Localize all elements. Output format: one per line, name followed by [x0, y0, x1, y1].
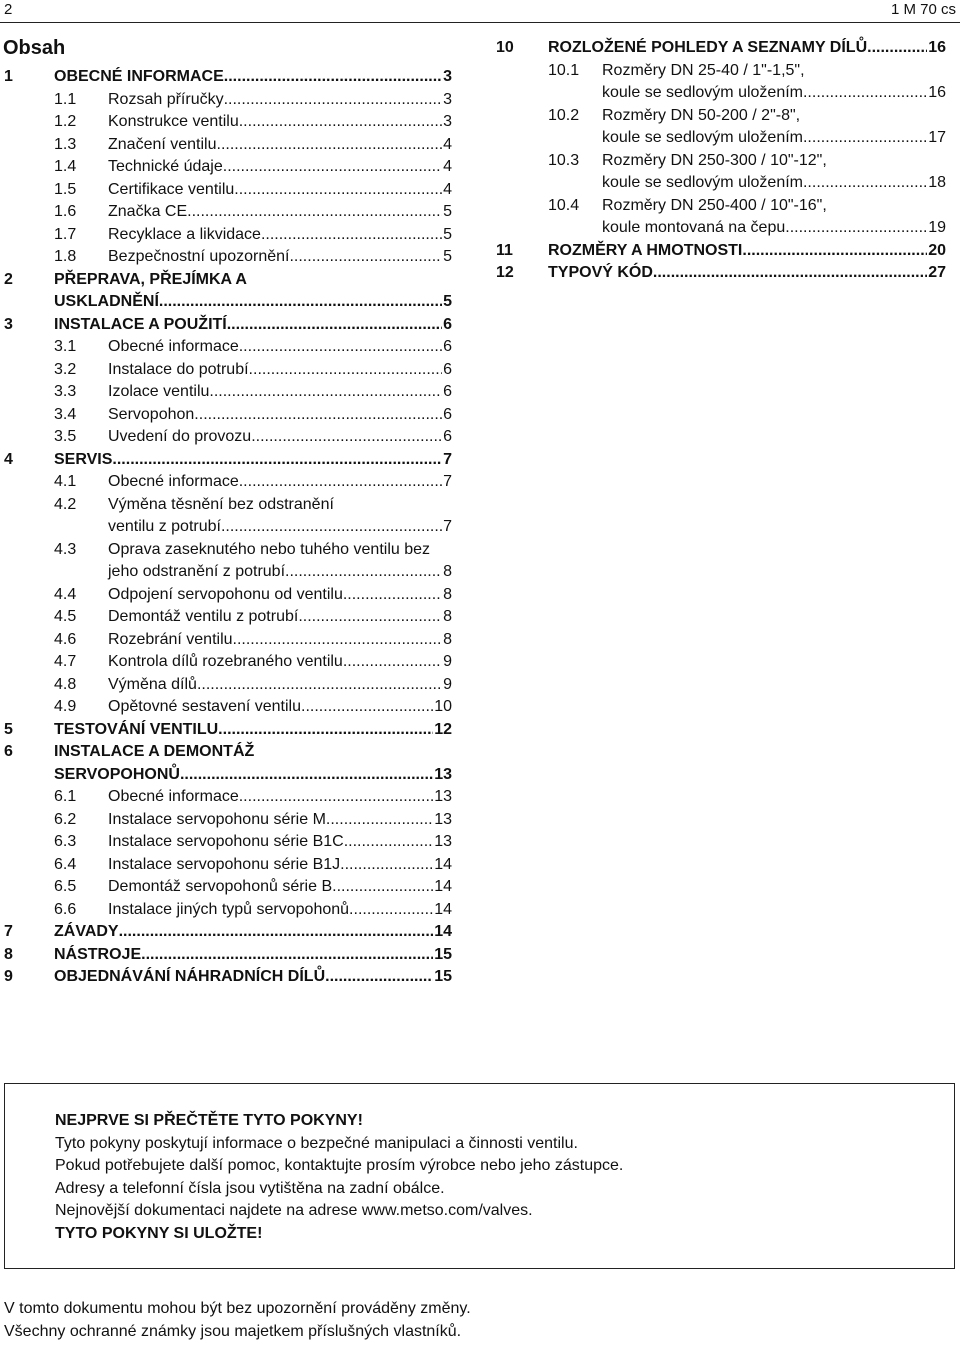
- toc-dot-leader: [233, 629, 443, 652]
- toc-title: Obsah: [3, 37, 66, 59]
- toc-entry-title: Instalace servopohonu série B1C: [108, 833, 344, 850]
- toc-dot-leader: [187, 201, 442, 224]
- toc-entry[interactable]: [4, 921, 452, 944]
- toc-dot-leader: [785, 217, 927, 240]
- toc-entry[interactable]: [4, 494, 452, 539]
- toc-entry[interactable]: [4, 66, 452, 89]
- toc-entry-number: 5: [4, 720, 13, 738]
- toc-entry-title: ventilu z potrubí: [108, 518, 221, 535]
- toc-entry-title: Servopohon: [108, 405, 195, 423]
- toc-entry-number: 10.2: [548, 106, 580, 124]
- toc-entry-page: 8: [443, 563, 452, 580]
- toc-entry-number: 10.4: [548, 196, 580, 214]
- toc-dot-leader: [239, 336, 442, 359]
- toc-dot-leader: [343, 651, 442, 674]
- toc-entry-page: 5: [443, 248, 452, 265]
- toc-entry[interactable]: [4, 471, 452, 494]
- toc-entry-number: 4.9: [54, 698, 77, 715]
- toc-entry-title: Výměna dílů: [108, 675, 197, 693]
- notice-closing: TYTO POKYNY SI ULOŽTE!: [55, 1224, 263, 1242]
- toc-dot-leader: [249, 359, 443, 382]
- toc-entry-page: 6: [443, 428, 452, 445]
- toc-entry-page: 16: [928, 84, 946, 101]
- toc-entry[interactable]: [4, 336, 452, 359]
- toc-entry-title: Konstrukce ventilu: [108, 113, 239, 130]
- toc-entry[interactable]: [4, 359, 452, 382]
- toc-entry-title: koule se sedlovým uložením: [602, 129, 803, 146]
- toc-entry-title: Značení ventilu: [108, 135, 217, 153]
- toc-entry-number: 4.6: [54, 630, 77, 648]
- toc-dot-leader: [194, 404, 442, 427]
- toc-entry-number: 2: [4, 270, 13, 288]
- toc-dot-leader: [227, 314, 442, 337]
- toc-entry[interactable]: [4, 539, 452, 584]
- toc-entry-number: 6.1: [54, 788, 77, 805]
- toc-entry-page: 20: [928, 241, 946, 259]
- toc-dot-leader: [803, 127, 927, 150]
- toc-entry-page: 6: [443, 338, 452, 355]
- toc-left-column: [4, 66, 452, 989]
- page-header: [0, 0, 960, 26]
- toc-entry-title: OBJEDNÁVÁNÍ NÁHRADNÍCH DÍLŮ: [54, 968, 326, 985]
- toc-entry[interactable]: [4, 899, 452, 922]
- toc-entry-page: 14: [434, 855, 452, 873]
- toc-entry[interactable]: [4, 156, 452, 179]
- toc-entry-title: Rozměry DN 250-400 / 10"-16",: [602, 196, 827, 214]
- toc-dot-leader: [239, 786, 433, 809]
- notice-line: Adresy a telefonní čísla jsou vytištěna na zadní obálce.: [55, 1179, 445, 1197]
- toc-entry[interactable]: [4, 741, 452, 786]
- toc-entry[interactable]: [4, 179, 452, 202]
- toc-dot-leader: [239, 471, 442, 494]
- notice-heading: NEJPRVE SI PŘEČTĚTE TYTO POKYNY!: [55, 1112, 363, 1129]
- toc-entry-title: SERVOPOHONŮ: [54, 765, 180, 783]
- toc-entry-title: Kontrola dílů rozebraného ventilu: [108, 653, 343, 670]
- toc-entry[interactable]: [4, 696, 452, 719]
- toc-dot-leader: [224, 89, 443, 112]
- toc-dot-leader: [119, 921, 434, 944]
- toc-entry-title: Rozměry DN 250-300 / 10"-12",: [602, 151, 827, 169]
- toc-entry-title: Uvedení do provozu: [108, 428, 252, 445]
- toc-entry-number: 12: [496, 264, 514, 281]
- toc-dot-leader: [301, 696, 433, 719]
- toc-entry-page: 15: [434, 968, 452, 985]
- toc-entry-number: 8: [4, 945, 13, 963]
- toc-entry-page: 14: [434, 900, 452, 918]
- toc-dot-leader: [234, 179, 442, 202]
- toc-dot-leader: [239, 111, 442, 134]
- toc-entry-title: koule se sedlovým uložením: [602, 84, 803, 101]
- toc-entry[interactable]: [496, 105, 946, 150]
- toc-entry-number: 11: [496, 241, 513, 259]
- toc-entry[interactable]: [4, 606, 452, 629]
- toc-entry-number: 1.7: [54, 225, 77, 243]
- toc-entry-page: 6: [443, 315, 452, 333]
- toc-entry-title: Rozsah příručky: [108, 90, 224, 108]
- footer-line: V tomto dokumentu mohou být bez upozornění prováděny změny.: [4, 1300, 471, 1317]
- toc-entry-title: NÁSTROJE: [54, 945, 142, 963]
- toc-entry-title: SERVIS: [54, 450, 113, 468]
- toc-entry-page: 13: [434, 810, 452, 828]
- toc-dot-leader: [221, 516, 442, 539]
- toc-entry[interactable]: [496, 60, 946, 105]
- toc-entry-number: 6.5: [54, 878, 77, 895]
- toc-entry[interactable]: [4, 674, 452, 697]
- toc-entry[interactable]: [4, 269, 452, 314]
- toc-entry-page: 8: [443, 608, 452, 625]
- toc-entry[interactable]: [4, 426, 452, 449]
- toc-entry-title: ROZMĚRY A HMOTNOSTI: [548, 241, 743, 259]
- toc-entry-title: TYPOVÝ KÓD: [548, 264, 653, 281]
- toc-entry-page: 7: [443, 450, 452, 468]
- toc-entry-title: koule montovaná na čepu: [602, 219, 786, 236]
- toc-entry-number: 10.3: [548, 151, 580, 169]
- notice-line: Nejnovější dokumentaci najdete na adrese www.metso.com/valves.: [55, 1202, 533, 1220]
- toc-entry-page: 14: [434, 878, 452, 895]
- toc-entry-number: 4.2: [54, 495, 77, 513]
- toc-entry[interactable]: [4, 854, 452, 877]
- toc-entry-page: 6: [443, 383, 452, 400]
- toc-entry[interactable]: [496, 240, 946, 263]
- toc-entry-title: Demontáž servopohonů série B: [108, 878, 333, 895]
- toc-entry-page: 6: [443, 405, 452, 423]
- toc-dot-leader: [209, 381, 442, 404]
- toc-entry-number: 4.7: [54, 653, 77, 670]
- toc-entry-page: 15: [434, 945, 452, 963]
- toc-entry-title: USKLADNĚNÍ: [54, 293, 159, 310]
- toc-entry[interactable]: [496, 37, 946, 60]
- toc-dot-leader: [112, 449, 442, 472]
- toc-dot-leader: [325, 966, 433, 989]
- toc-entry-title: Výměna těsnění bez odstranění: [108, 495, 334, 513]
- toc-entry-title: jeho odstranění z potrubí: [108, 563, 286, 580]
- toc-dot-leader: [289, 246, 442, 269]
- toc-entry-title: Certifikace ventilu: [108, 180, 235, 198]
- toc-entry[interactable]: [4, 201, 452, 224]
- toc-entry-page: 4: [443, 180, 452, 198]
- toc-dot-leader: [653, 262, 927, 285]
- toc-entry-page: 13: [434, 765, 452, 783]
- toc-entry-number: 1.1: [54, 90, 77, 108]
- toc-entry[interactable]: [4, 89, 452, 112]
- toc-entry-number: 4.5: [54, 608, 77, 625]
- toc-entry-page: 9: [443, 675, 452, 693]
- toc-entry-number: 3.2: [54, 360, 77, 378]
- toc-entry-title: TESTOVÁNÍ VENTILU: [54, 720, 219, 738]
- toc-entry[interactable]: [4, 246, 452, 269]
- toc-entry-title: Obecné informace: [108, 473, 239, 490]
- toc-entry-page: 7: [443, 473, 452, 490]
- toc-dot-leader: [349, 899, 433, 922]
- toc-entry-page: 18: [928, 174, 946, 191]
- toc-entry-title: koule se sedlovým uložením: [602, 174, 803, 191]
- toc-entry-page: 13: [434, 788, 452, 805]
- toc-dot-leader: [251, 426, 442, 449]
- toc-dot-leader: [326, 809, 433, 832]
- toc-entry-title: PŘEPRAVA, PŘEJÍMKA A: [54, 270, 247, 288]
- toc-entry-title: Technické údaje: [108, 158, 223, 175]
- toc-entry[interactable]: [4, 944, 452, 967]
- toc-dot-leader: [261, 224, 442, 247]
- toc-right-column: [496, 37, 946, 285]
- toc-entry-page: 8: [443, 585, 452, 603]
- toc-entry-number: 1.5: [54, 180, 77, 198]
- toc-entry-title: Opětovné sestavení ventilu: [108, 698, 302, 715]
- toc-entry-number: 4: [4, 450, 13, 468]
- toc-entry-title: ROZLOŽENÉ POHLEDY A SEZNAMY DÍLŮ: [548, 39, 868, 56]
- header-rule: [0, 22, 960, 23]
- read-first-notice: [4, 1083, 955, 1269]
- toc-entry-number: 7: [4, 923, 13, 940]
- toc-entry[interactable]: [4, 381, 452, 404]
- toc-entry-number: 4.8: [54, 675, 77, 693]
- toc-entry-number: 6: [4, 743, 13, 760]
- toc-entry-number: 3.3: [54, 383, 77, 400]
- toc-entry[interactable]: [4, 404, 452, 427]
- toc-entry-title: Rozebrání ventilu: [108, 630, 233, 648]
- toc-entry-title: Instalace do potrubí: [108, 360, 249, 378]
- toc-entry[interactable]: [4, 314, 452, 337]
- toc-entry-page: 27: [928, 264, 946, 281]
- toc-entry-page: 5: [443, 225, 452, 243]
- toc-entry[interactable]: [496, 150, 946, 195]
- toc-entry-page: 8: [443, 630, 452, 648]
- toc-dot-leader: [217, 134, 443, 157]
- toc-entry-page: 4: [443, 135, 452, 153]
- toc-entry-number: 10: [496, 39, 514, 56]
- toc-entry[interactable]: [4, 809, 452, 832]
- toc-dot-leader: [197, 674, 442, 697]
- toc-dot-leader: [803, 172, 927, 195]
- toc-entry-title: Bezpečnostní upozornění: [108, 248, 290, 265]
- toc-entry[interactable]: [4, 111, 452, 134]
- toc-entry-number: 10.1: [548, 61, 580, 79]
- toc-entry-title: Obecné informace: [108, 338, 239, 355]
- toc-entry[interactable]: [4, 719, 452, 742]
- toc-entry-number: 3.1: [54, 338, 77, 355]
- toc-dot-leader: [224, 66, 442, 89]
- footer-line: Všechny ochranné známky jsou majetkem příslušných vlastníků.: [4, 1322, 462, 1340]
- toc-entry-title: INSTALACE A DEMONTÁŽ: [54, 743, 255, 760]
- toc-entry-title: Oprava zaseknutého nebo tuhého ventilu bez: [108, 540, 431, 558]
- toc-dot-leader: [285, 561, 442, 584]
- toc-entry[interactable]: [4, 966, 452, 989]
- document-id: 1 M 70 cs: [890, 1, 956, 18]
- toc-entry-page: 17: [928, 129, 946, 146]
- toc-entry-title: Značka CE: [108, 203, 188, 220]
- toc-entry-page: 4: [443, 158, 452, 175]
- notice-line: Tyto pokyny poskytují informace o bezpečné manipulaci a činnosti ventilu.: [55, 1134, 578, 1152]
- toc-entry[interactable]: [496, 195, 946, 240]
- toc-entry-number: 6.3: [54, 833, 77, 850]
- toc-dot-leader: [298, 606, 442, 629]
- toc-entry[interactable]: [4, 134, 452, 157]
- toc-entry-number: 1.2: [54, 113, 77, 130]
- toc-entry[interactable]: [4, 584, 452, 607]
- toc-dot-leader: [332, 876, 433, 899]
- toc-dot-leader: [223, 156, 442, 179]
- toc-entry-number: 1.4: [54, 158, 77, 175]
- toc-dot-leader: [867, 37, 927, 60]
- toc-entry-number: 1.6: [54, 203, 77, 220]
- toc-entry-page: 3: [443, 113, 452, 130]
- toc-entry[interactable]: [4, 876, 452, 899]
- toc-dot-leader: [159, 291, 442, 314]
- toc-entry-title: Recyklace a likvidace: [108, 225, 261, 243]
- toc-entry-number: 9: [4, 968, 13, 985]
- toc-entry-number: 6.6: [54, 900, 77, 918]
- toc-entry-page: 5: [443, 293, 452, 310]
- footer-disclaimer: [4, 1298, 471, 1343]
- toc-entry-page: 5: [443, 203, 452, 220]
- toc-dot-leader: [141, 944, 433, 967]
- toc-dot-leader: [340, 854, 433, 877]
- toc-entry-number: 1.3: [54, 135, 77, 153]
- toc-entry-page: 6: [443, 360, 452, 378]
- toc-dot-leader: [803, 82, 927, 105]
- toc-entry-title: ZÁVADY: [54, 923, 119, 940]
- toc-entry[interactable]: [4, 651, 452, 674]
- toc-entry[interactable]: [4, 629, 452, 652]
- toc-entry-number: 3.4: [54, 405, 77, 423]
- toc-entry[interactable]: [496, 262, 946, 285]
- toc-entry-title: Obecné informace: [108, 788, 239, 805]
- toc-dot-leader: [180, 764, 433, 787]
- toc-entry-title: Demontáž ventilu z potrubí: [108, 608, 299, 625]
- notice-line: Pokud potřebujete další pomoc, kontaktujte prosím výrobce nebo jeho zástupce.: [55, 1157, 624, 1175]
- toc-entry-page: 10: [434, 698, 452, 715]
- toc-entry-title: Odpojení servopohonu od ventilu: [108, 585, 343, 603]
- toc-entry-title: Instalace servopohonu série B1J: [108, 855, 341, 873]
- toc-entry-number: 3: [4, 315, 13, 333]
- toc-entry-page: 14: [434, 923, 452, 940]
- toc-entry-page: 19: [928, 219, 946, 236]
- toc-entry-number: 6.2: [54, 810, 77, 828]
- toc-entry-title: Rozměry DN 50-200 / 2"-8",: [602, 106, 801, 124]
- toc-entry-page: 7: [443, 518, 452, 535]
- toc-entry-title: Instalace servopohonu série M: [108, 810, 326, 828]
- toc-entry-number: 1.8: [54, 248, 77, 265]
- toc-dot-leader: [218, 719, 433, 742]
- toc-entry[interactable]: [4, 831, 452, 854]
- toc-entry-number: 4.3: [54, 540, 77, 558]
- toc-entry-number: 3.5: [54, 428, 77, 445]
- toc-entry-page: 16: [928, 39, 946, 56]
- toc-entry-title: Rozměry DN 25-40 / 1"-1,5",: [602, 61, 805, 79]
- toc-entry-title: Instalace jiných typů servopohonů: [108, 900, 350, 918]
- page-number: 2: [4, 1, 13, 18]
- toc-entry[interactable]: [4, 449, 452, 472]
- toc-entry-page: 12: [434, 720, 452, 738]
- toc-entry[interactable]: [4, 224, 452, 247]
- toc-entry-page: 9: [443, 653, 452, 670]
- toc-entry-number: 4.1: [54, 473, 77, 490]
- toc-entry-number: 1: [4, 68, 13, 85]
- toc-dot-leader: [344, 831, 434, 854]
- toc-entry-title: INSTALACE A POUŽITÍ: [54, 315, 227, 333]
- toc-entry-title: Izolace ventilu: [108, 383, 210, 400]
- toc-entry[interactable]: [4, 786, 452, 809]
- toc-entry-page: 3: [443, 68, 452, 85]
- toc-dot-leader: [343, 584, 442, 607]
- toc-entry-page: 3: [443, 90, 452, 108]
- toc-entry-page: 13: [434, 833, 452, 850]
- toc-entry-number: 4.4: [54, 585, 77, 603]
- toc-entry-title: OBECNÉ INFORMACE: [54, 68, 224, 85]
- toc-entry-number: 6.4: [54, 855, 77, 873]
- toc-dot-leader: [742, 240, 927, 263]
